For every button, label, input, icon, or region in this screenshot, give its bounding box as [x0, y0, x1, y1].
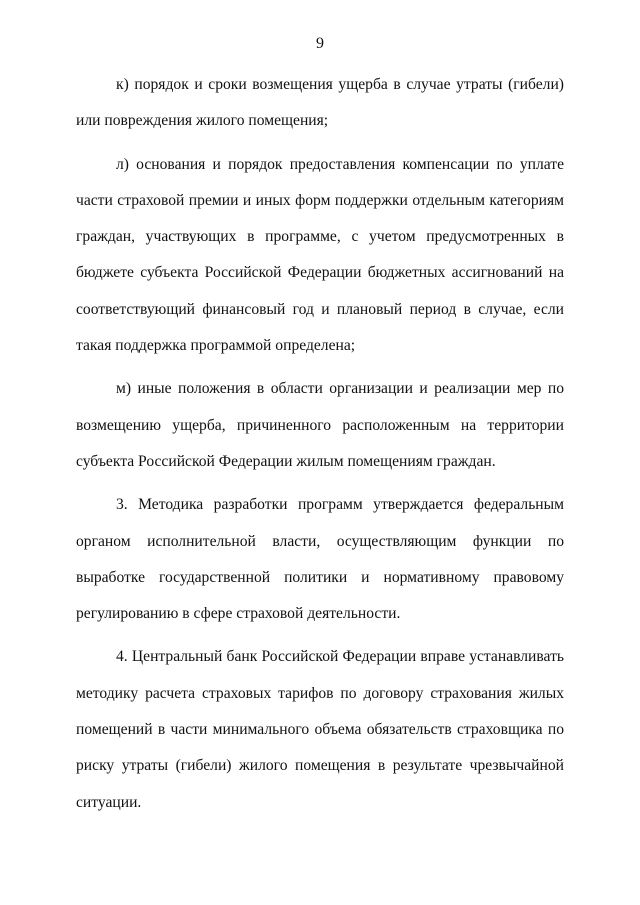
- document-body: [76, 67, 564, 828]
- paragraph-item-k: к) порядок и сроки возмещения ущерба в случае утраты (гибели) или повреждения жилого помещения;: [76, 76, 564, 130]
- paragraph-item-m: м) иные положения в области организации и реализации мер по возмещению ущерба, причиненного расположенным на территории субъекта Российской Федерации жилым помещениям граждан.: [76, 380, 564, 470]
- paragraph-clause-3: 3. Методика разработки программ утверждается федеральным органом исполнительной власти, осуществляющим функции по выработке государственной политики и нормативному правовому регулированию в сфере страховой деятельности.: [76, 496, 564, 623]
- paragraph-clause-4: 4. Центральный банк Российской Федерации вправе устанавливать методику расчета страховых тарифов по договору страхования жилых помещений в части минимального объема обязательств страховщика по риску утраты (гибели) жилого помещения в результате чрезвычайной ситуации.: [76, 648, 564, 811]
- paragraph-item-l: л) основания и порядок предоставления компенсации по уплате части страховой премии и иных форм поддержки отдельным категориям граждан, участвующих в программе, с учетом предусмотренных в бюджете субъекта Российской Федерации бюджетных ассигнований на соответствующий финансовый год и плановый период в случае, если такая поддержка программой определена;: [76, 155, 564, 355]
- page-number: 9: [316, 35, 324, 52]
